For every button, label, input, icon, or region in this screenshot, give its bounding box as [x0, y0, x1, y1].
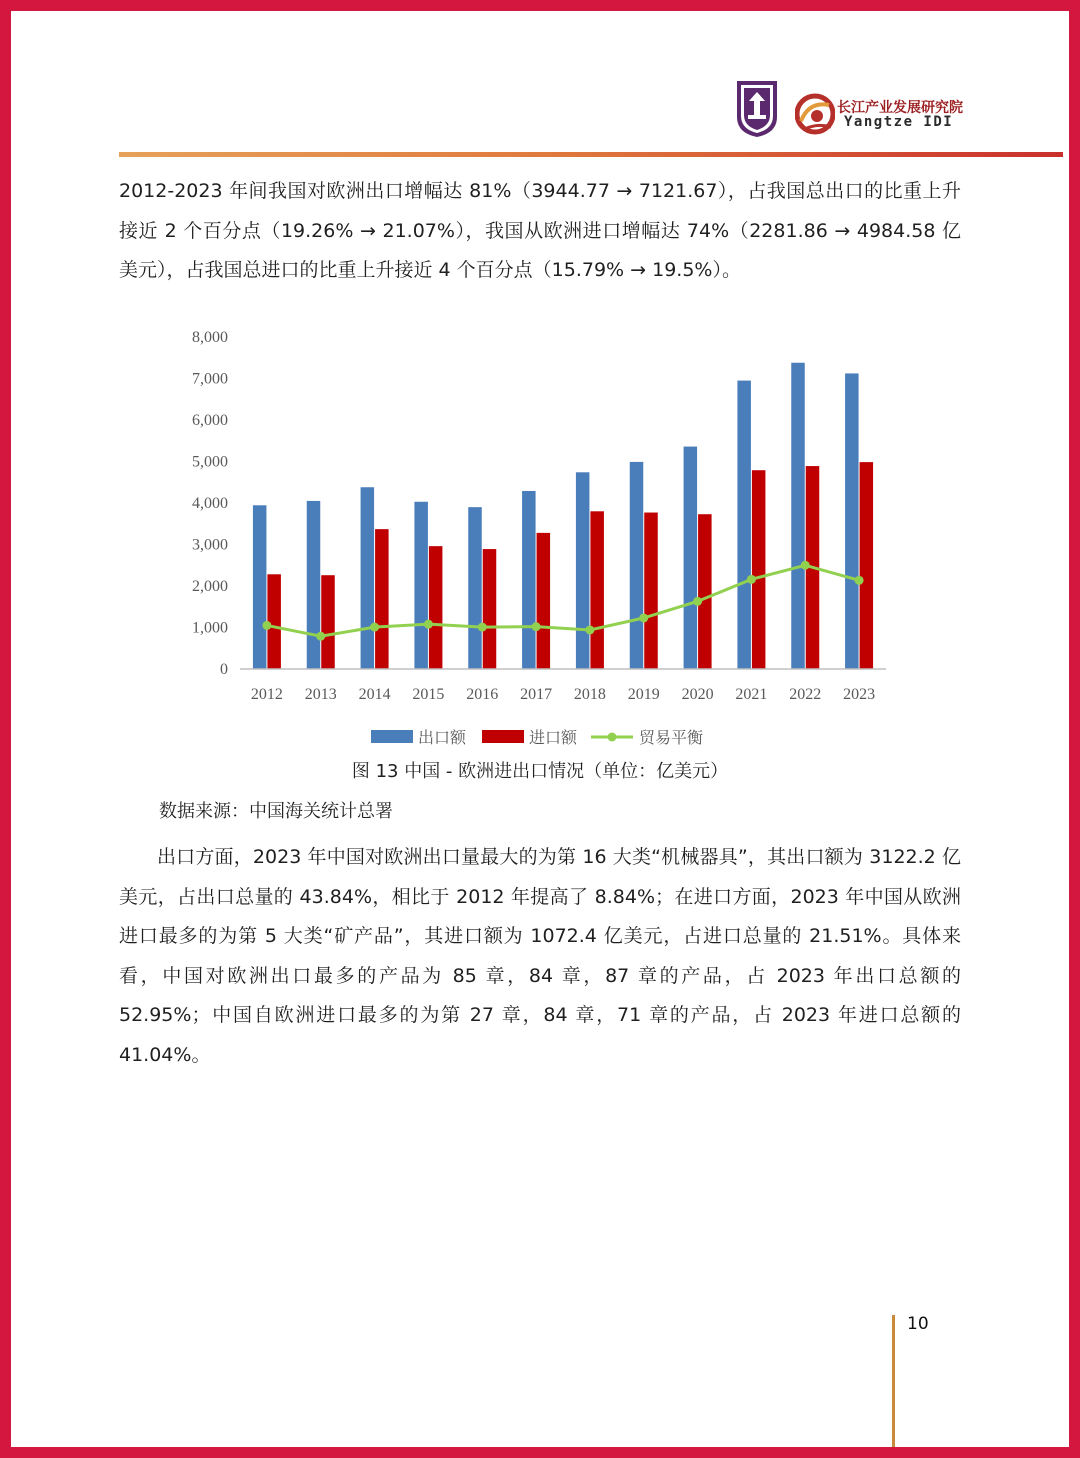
import-bar-2017 — [537, 533, 551, 669]
import-bar-2014 — [375, 529, 389, 669]
page-number: 10 — [907, 1314, 929, 1334]
trade-balance-line — [267, 565, 859, 636]
import-bar-2012 — [267, 574, 281, 669]
body-paragraph-2: 出口方面，2023 年中国对欧洲出口量最大的为第 16 大类“机械器具”，其出口额为 3122.2 亿美元，占出口总量的 43.84%，相比于 2012 年提高了 8.84%；在进口方面，2023 年中国从欧洲进口最多的为第 5 大类“矿产品”，其进口额为 1072.4 亿美元，占进口总量的 21.51%。具体来看，中国对欧洲出口最多的产品为 85 章，84 章，87 章的产品，占 2023 年出口总额的 52.95%；中国自欧洲进口最多的为第 27 章，84 章，71 章的产品，占 2023 年进口总额的 41.04%。 — [119, 846, 961, 1066]
x-tick-label: 2019 — [627, 686, 660, 703]
export-bar-2019 — [630, 462, 644, 669]
export-bar-2021 — [737, 381, 751, 669]
legend-trade-balance-label: 贸易平衡 — [639, 730, 704, 747]
institute-name-cn: 长江产业发展研究院 — [837, 100, 963, 116]
x-tick-label: 2014 — [358, 686, 391, 703]
report-page — [11, 11, 1069, 1447]
y-tick-label: 0 — [220, 661, 228, 678]
trade-balance-point-2023 — [855, 576, 864, 585]
import-bar-2020 — [698, 514, 712, 669]
trade-balance-point-2020 — [693, 597, 702, 606]
header-divider — [119, 152, 1063, 157]
x-tick-label: 2012 — [250, 686, 283, 703]
x-tick-label: 2017 — [520, 686, 553, 703]
import-bar-2023 — [860, 462, 874, 669]
import-bar-2021 — [752, 470, 766, 669]
x-tick-label: 2018 — [573, 686, 606, 703]
export-bar-2018 — [576, 472, 590, 669]
trade-balance-point-2016 — [478, 623, 487, 632]
y-tick-label: 4,000 — [192, 495, 228, 512]
trade-chart — [166, 316, 901, 756]
x-tick-label: 2023 — [843, 686, 876, 703]
figure-caption: 图 13 中国 - 欧洲进出口情况（单位：亿美元） — [351, 761, 729, 782]
yangtze-idi-logo-icon — [795, 91, 835, 137]
legend-import-label: 进口额 — [529, 730, 578, 747]
trade-balance-point-2017 — [532, 622, 541, 631]
y-tick-label: 8,000 — [192, 329, 228, 346]
legend-trade-balance-marker — [608, 733, 617, 742]
export-bar-2012 — [253, 505, 267, 669]
trade-balance-point-2015 — [424, 620, 433, 629]
export-bar-2016 — [468, 507, 482, 669]
export-bar-2017 — [522, 491, 536, 669]
trade-balance-point-2018 — [585, 625, 594, 634]
legend-import-swatch — [482, 730, 524, 743]
data-source: 数据来源：中国海关统计总署 — [159, 801, 393, 822]
import-bar-2018 — [590, 511, 604, 669]
trade-chart-svg — [166, 316, 901, 756]
trade-balance-point-2022 — [801, 561, 810, 570]
x-tick-label: 2020 — [681, 686, 714, 703]
y-tick-label: 5,000 — [192, 453, 228, 471]
y-tick-label: 1,000 — [192, 619, 228, 637]
body-paragraph-1: 2012-2023 年间我国对欧洲出口增幅达 81%（3944.77 → 7121.67），占我国总出口的比重上升接近 2 个百分点（19.26% → 21.07%），我国从欧洲进口增幅达 74%（2281.86 → 4984.58 亿美元），占我国总进口的比重上升接近 4 个百分点（15.79% → 19.5%）。 — [119, 180, 961, 281]
export-bar-2015 — [414, 502, 428, 669]
trade-balance-point-2012 — [262, 621, 271, 630]
legend-export-swatch — [371, 730, 413, 743]
x-tick-label: 2016 — [466, 686, 499, 703]
y-tick-label: 3,000 — [192, 536, 228, 554]
import-bar-2016 — [483, 549, 497, 669]
export-bar-2014 — [361, 487, 375, 669]
export-bar-2020 — [684, 447, 698, 669]
nanjing-university-seal-icon — [735, 79, 779, 139]
footer-divider — [892, 1315, 895, 1447]
y-tick-label: 6,000 — [192, 412, 228, 429]
import-bar-2019 — [644, 513, 658, 669]
export-bar-2013 — [307, 501, 321, 669]
trade-balance-point-2013 — [316, 632, 325, 641]
export-bar-2023 — [845, 373, 859, 669]
x-tick-label: 2021 — [735, 686, 768, 703]
x-tick-label: 2022 — [789, 686, 822, 703]
y-tick-label: 2,000 — [192, 578, 228, 595]
institute-name-en: Yangtze IDI — [844, 114, 954, 130]
trade-balance-point-2019 — [639, 613, 648, 622]
import-bar-2015 — [429, 546, 443, 669]
import-bar-2013 — [321, 575, 335, 669]
x-tick-label: 2015 — [412, 686, 445, 703]
trade-balance-point-2021 — [747, 575, 756, 584]
export-bar-2022 — [791, 363, 805, 669]
x-tick-label: 2013 — [304, 686, 337, 703]
legend-export-label: 出口额 — [418, 730, 467, 747]
y-tick-label: 7,000 — [192, 370, 228, 388]
trade-balance-point-2014 — [370, 623, 379, 632]
